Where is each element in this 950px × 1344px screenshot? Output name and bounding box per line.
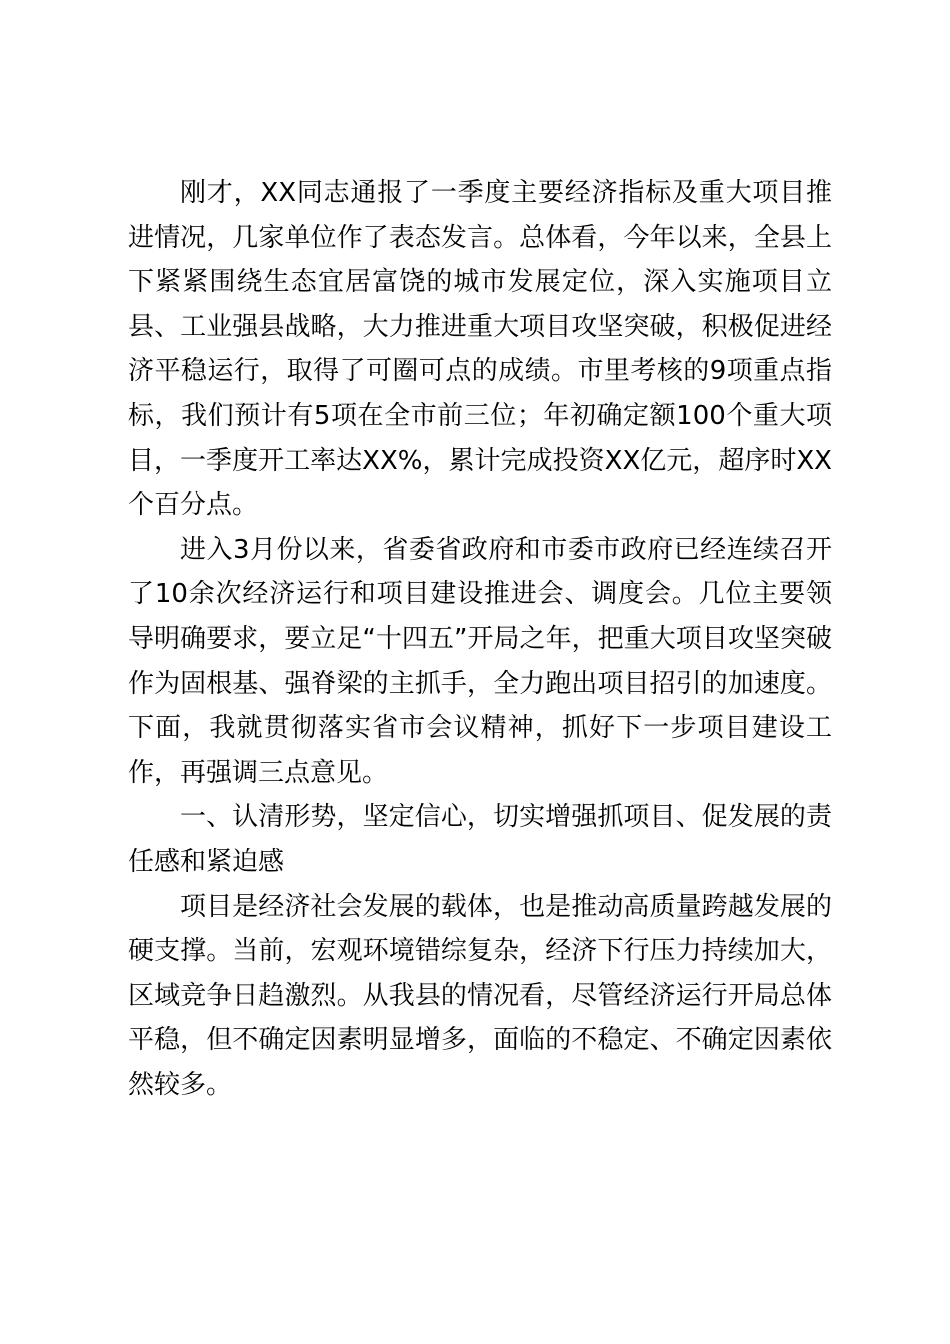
document-page: [128, 171, 832, 1107]
body-paragraph-1: 刚才，XX同志通报了一季度主要经济指标及重大项目推进情况，几家单位作了表态发言。总体看，今年以来，全县上下紧紧围绕生态宜居富饶的城市发展定位，深入实施项目立县、工业强县战略，大力推进重大项目攻坚突破，积极促进经济平稳运行，取得了可圈可点的成绩。市里考核的9项重点指标，我们预计有5项在全市前三位；年初确定额100个重大项目，一季度开工率达XX%，累计完成投资XX亿元，超序时XX个百分点。: [128, 178, 832, 521]
section-heading: 一、认清形势，坚定信心，切实增强抓项目、促发展的责任感和紧迫感: [128, 802, 832, 877]
body-paragraph-3: 项目是经济社会发展的载体，也是推动高质量跨越发展的硬支撑。当前，宏观环境错综复杂，经济下行压力持续加大，区域竞争日趋激烈。从我县的情况看，尽管经济运行开局总体平稳，但不确定因素明显增多，面临的不稳定、不确定因素依然较多。: [128, 891, 832, 1100]
body-paragraph-2: 进入3月份以来，省委省政府和市委市政府已经连续召开了10余次经济运行和项目建设推进会、调度会。几位主要领导明确要求，要立足“十四五”开局之年，把重大项目攻坚突破作为固根基、强脊梁的主抓手，全力跑出项目招引的加速度。下面，我就贯彻落实省市会议精神，抓好下一步项目建设工作，再强调三点意见。: [128, 534, 832, 788]
